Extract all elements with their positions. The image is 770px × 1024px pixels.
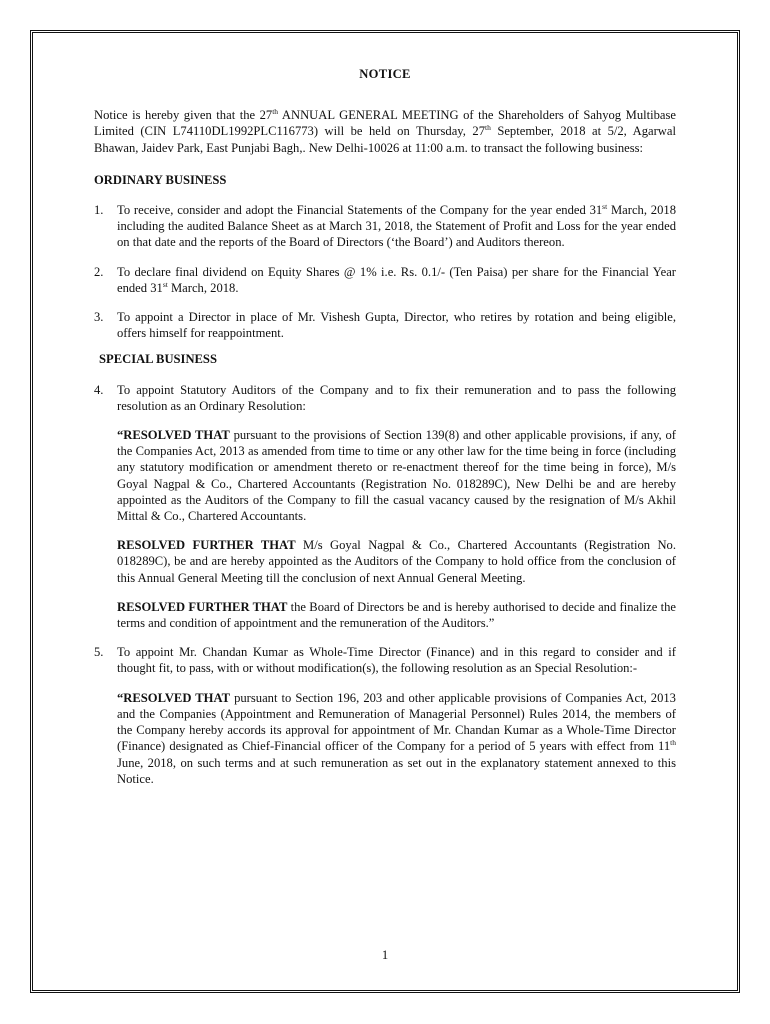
resolution-text: the Board of Directors be and is hereby authorised to decide and finalize the terms and condition of appointment and the remuneration of the Auditors.” (117, 599, 676, 631)
resolution-lead: RESOLVED FURTHER THAT (117, 538, 296, 553)
intro-text-1: Notice is hereby given that the 27 (94, 108, 273, 123)
agenda-item-2 (94, 264, 676, 296)
agenda-item-5 (94, 644, 676, 676)
intro-sup-1: th (272, 107, 279, 117)
resolution-4-3 (94, 599, 676, 631)
resolution-4-1 (94, 427, 676, 524)
ordinary-business-heading: ORDINARY BUSINESS (94, 172, 227, 187)
resolution-text: pursuant to Section 196, 203 and other applicable provisions of Companies Act, 2013 and the Companies (Appointment and Remuneration of Managerial Personnel) Rules 2014, the members of the Company hereby accords its approval for appointment of Mr. Chandan Kumar as a Whole-Time Director (Finance) designated as Chief-Financial officer of the Company for a period of 5 years with effect from 11 (117, 690, 676, 754)
item-text: To appoint a Director in place of Mr. Vishesh Gupta, Director, who retires by rotation and being eligible, offers himself for reappointment. (117, 310, 676, 341)
resolution-lead: RESOLVED FURTHER THAT (117, 599, 288, 614)
agenda-item-4 (94, 382, 676, 414)
item-sup: st (162, 279, 168, 289)
item-number: 3. (94, 310, 104, 325)
item-number: 4. (94, 382, 104, 397)
notice-intro (94, 107, 676, 156)
item-text: To declare final dividend on Equity Shares @ 1% i.e. Rs. 0.1/- (Ten Paisa) per share for the Financial Year ended 31 (117, 264, 676, 295)
intro-text-2: ANNUAL GENERAL MEETING of the Shareholders of Sahyog Multibase Limited (CIN L74110DL1992PLC116773) will be held on Thursday, 27 (94, 108, 676, 139)
resolution-5-1 (94, 690, 676, 787)
resolution-lead: “RESOLVED THAT (117, 690, 231, 705)
resolution-sup: th (670, 738, 676, 748)
intro-text-3: September, 2018 at 5/2, Agarwal Bhawan, Jaidev Park, East Punjabi Bagh,. New Delhi-10026 at 11:00 a.m. to transact the following business: (94, 124, 676, 155)
item-text: To receive, consider and adopt the Financial Statements of the Company for the year ended 31 (117, 203, 603, 218)
resolution-text: June, 2018, on such terms and at such remuneration as set out in the explanatory statement annexed to this Notice. (117, 755, 676, 786)
item-text: March, 2018 including the audited Balance Sheet as at March 31, 2018, the Statement of Profit and Loss for the year ended on that date and the reports of the Board of Directors (‘the Board’) and Auditors thereon. (117, 203, 676, 250)
notice-document (94, 66, 676, 787)
item-sup: st (602, 202, 608, 212)
notice-title: NOTICE (359, 67, 411, 81)
resolution-lead: “RESOLVED THAT (117, 428, 230, 443)
page-number: 1 (381, 948, 389, 962)
agenda-item-3 (94, 309, 676, 341)
resolution-text: pursuant to the provisions of Section 139(8) and other applicable provisions, if any, of the Companies Act, 2013 as amended from time to time or any other law for the time being in force (including any statutory modification or amendment thereto or re-enactment thereof for the time being in force), M/s Goyal Nagpal & Co., Chartered Accountants (Registration No. 018289C), New Delhi be and are hereby appointed as the Auditors of the Company to fill the casual vacancy caused by the resignation of M/s Akhil Mittal & Co., Chartered Accountants. (117, 428, 676, 524)
item-text: March, 2018. (167, 280, 239, 295)
item-number: 2. (94, 264, 104, 279)
resolution-4-2 (94, 537, 676, 586)
item-number: 5. (94, 645, 104, 660)
special-business-heading: SPECIAL BUSINESS (99, 352, 217, 367)
resolution-text: M/s Goyal Nagpal & Co., Chartered Accountants (Registration No. 018289C), be and are hereby appointed as the Auditors of the Company to hold office from the conclusion of this Annual General Meeting till the conclusion of next Annual General Meeting. (117, 538, 676, 585)
item-text: To appoint Mr. Chandan Kumar as Whole-Time Director (Finance) and in this regard to consider and if thought fit, to pass, with or without modification(s), the following resolution as an Special Resolution:- (117, 645, 676, 676)
intro-sup-2: th (485, 123, 491, 133)
item-text: To appoint Statutory Auditors of the Company and to fix their remuneration and to pass the following resolution as an Ordinary Resolution: (117, 382, 676, 413)
item-number: 1. (94, 203, 104, 218)
agenda-item-1 (94, 202, 676, 251)
